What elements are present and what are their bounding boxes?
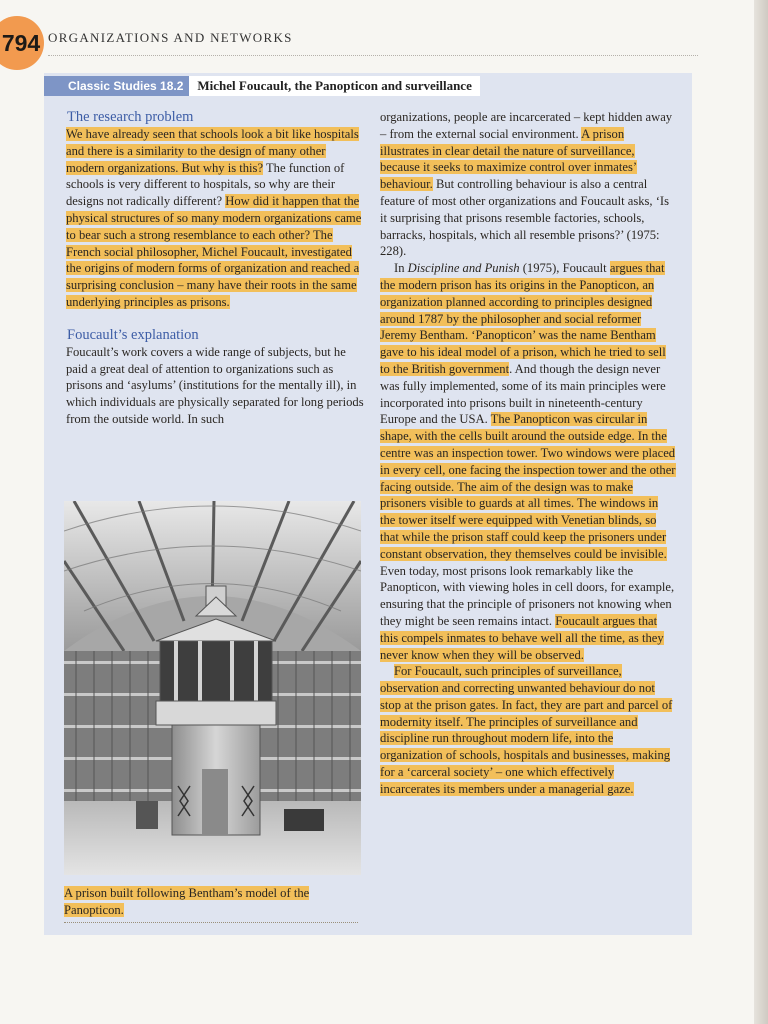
- paragraph: [380, 663, 676, 797]
- heading-research-problem: The research problem: [67, 109, 194, 125]
- header-rule: [48, 55, 698, 56]
- body-text: (1975), Foucault: [519, 261, 610, 276]
- body-text: In: [394, 261, 408, 276]
- paragraph: [380, 109, 676, 260]
- paragraph: [66, 126, 366, 311]
- body-text: Foucault’s work covers a wide range of subjects, but he paid a great deal of attention to organizations such as prisons and ‘asylums’ (institutions for the mentally ill), in which individuals are physically separated for long periods from the outside world. In such: [66, 344, 364, 426]
- body-text: organizations, people are incarcerated – kept hidden away – from the external social environment.: [380, 110, 673, 141]
- heading-foucault-explanation: Foucault’s explanation: [67, 326, 199, 343]
- caption-rule: [64, 922, 358, 923]
- classic-study-panel: [44, 73, 692, 935]
- box-title-bar: [44, 76, 596, 96]
- page-edge: [754, 0, 768, 1024]
- box-label: Classic Studies 18.2: [44, 76, 191, 96]
- highlighted-text: argues that the modern prison has its origins in the Panopticon, an organization planned according to principles designed around 1787 by the philosopher and social reformer Jeremy Bentham. ‘Panopticon’ was the name Bentham gave to his ideal model of a prison, which he tried to sell to the British government: [380, 261, 666, 376]
- panopticon-illustration: [64, 501, 361, 875]
- box-title: Michel Foucault, the Panopticon and surveillance: [191, 76, 479, 96]
- right-column: [380, 109, 676, 798]
- highlighted-text: For Foucault, such principles of surveillance, observation and correcting unwanted behaviour do not stop at the prison gates. In fact, they are part and parcel of modernity itself. The principles of surveillance and discipline run throughout modern life, into the organization of schools, hospitals and businesses, making for a ‘carceral society’ – one which effectively incarcerates its members under a managerial gaze.: [380, 664, 673, 796]
- highlighted-text: The Panopticon was circular in shape, with the cells built around the outside edge. In the centre was an inspection tower. Two windows were placed in every cell, one facing the inspection tower and the other facing outside. The aim of the design was to make prisoners visible to guards at all times. The windows in the tower itself were equipped with Venetian blinds, so that while the prison staff could keep the prisoners under constant observation, they themselves could be invisible.: [380, 412, 676, 561]
- highlighted-text: How did it happen that the physical structures of so many modern organizations came to bear such a strong resemblance to each other? The French social philosopher, Michel Foucault, investigated the origins of modern forms of organization and reached a surprising conclusion – many have their roots in the same underlying principles as prisons.: [66, 194, 362, 309]
- highlighted-text: A prison illustrates in clear detail the nature of surveillance, because it seeks to maximize control over inmates’ behaviour.: [380, 126, 638, 192]
- body-text: Even today, most prisons look remarkably like the Panopticon, with viewing holes in cell doors, for example, ensuring that the principle of prisoners not knowing when they might be seen remains intact.: [380, 563, 675, 628]
- highlighted-text: Foucault argues that this compels inmates to behave well all the time, as they never know when they will be observed.: [380, 613, 664, 662]
- figure-caption: [64, 885, 354, 919]
- left-column: [66, 108, 366, 428]
- body-text: The function of schools is very different to hospitals, so why are their designs not radically different?: [66, 160, 345, 209]
- caption-text: A prison built following Bentham’s model of the Panopticon.: [64, 886, 310, 917]
- body-text: Discipline and Punish: [407, 261, 520, 276]
- body-text: . And though the design never was fully implemented, some of its main principles were incorporated into prisons built in nineteenth-century Europe and the USA.: [380, 361, 666, 427]
- body-text: But controlling behaviour is also a central feature of most other organizations and Foucault asks, ‘Is it surprising that prisons resemble factories, schools, barracks, hospitals, which all resemble prisons?’ (1975: 228).: [380, 177, 669, 259]
- running-header: ORGANIZATIONS AND NETWORKS: [48, 30, 293, 45]
- paragraph: [66, 344, 366, 428]
- highlighted-text: We have already seen that schools look a bit like hospitals and there is a similarity to the design of many other modern organizations. But why is this?: [66, 127, 359, 175]
- page-number-badge: 794: [0, 16, 44, 70]
- panopticon-photo: [64, 501, 361, 875]
- paragraph: [380, 260, 676, 663]
